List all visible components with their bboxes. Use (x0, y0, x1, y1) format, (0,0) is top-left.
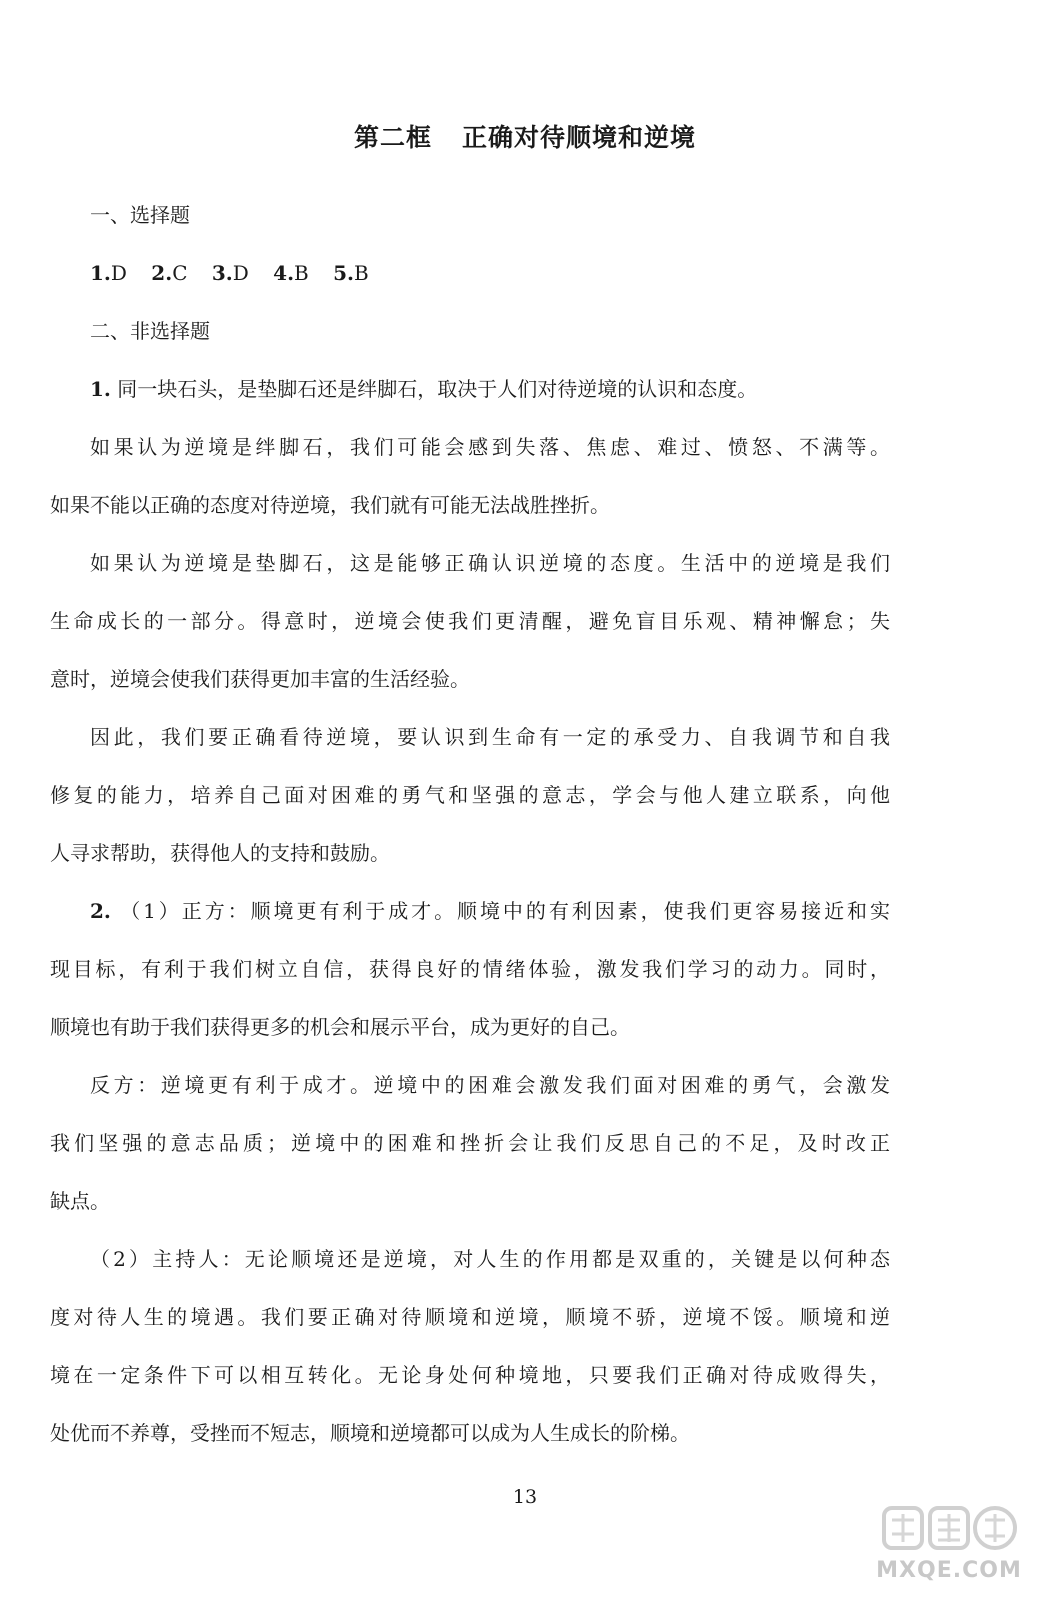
q2-line-1: 2. （1）正方：顺境更有利于成才。顺境中的有利因素，使我们更容易接近和实 (90, 899, 891, 923)
answer-item: 2.C (151, 261, 188, 285)
q2-line-3: 顺境也有助于我们获得更多的机会和展示平台，成为更好的自己。 (50, 1015, 630, 1039)
p5-line-1: （2）主持人：无论顺境还是逆境，对人生的作用都是双重的，关键是以何种态 (90, 1247, 890, 1271)
p2-line-1: 如果认为逆境是垫脚石，这是能够正确认识逆境的态度。生活中的逆境是我们 (90, 551, 890, 575)
answer-item: 5.B (333, 261, 369, 285)
page-title (0, 120, 1050, 156)
p5-line-2: 度对待人生的境遇。我们要正确对待顺境和逆境，顺境不骄，逆境不馁。顺境和逆 (50, 1305, 890, 1329)
p1-line-1: 如果认为逆境是绊脚石，我们可能会感到失落、焦虑、难过、愤怒、不满等。 (90, 435, 890, 459)
p1-line-2: 如果不能以正确的态度对待逆境，我们就有可能无法战胜挫折。 (50, 493, 610, 517)
p4-line-2: 我们坚强的意志品质；逆境中的困难和挫折会让我们反思自己的不足，及时改正 (50, 1131, 890, 1155)
p5-line-3: 境在一定条件下可以相互转化。无论身处何种境地，只要我们正确对待成败得失， (50, 1363, 890, 1387)
watermark-logo (874, 1500, 1024, 1590)
watermark-text: MXQE.COM (876, 1558, 1022, 1583)
p5-line-4: 处优而不养尊，受挫而不短志，顺境和逆境都可以成为人生成长的阶梯。 (50, 1421, 690, 1445)
q1-line-1: 1. 同一块石头，是垫脚石还是绊脚石，取决于人们对待逆境的认识和态度。 (90, 377, 758, 401)
content-body (50, 186, 891, 1462)
q2-line-2: 现目标，有利于我们树立自信，获得良好的情绪体验，激发我们学习的动力。同时， (50, 957, 890, 981)
watermark-icon (874, 1500, 1024, 1560)
choice-section-heading: 一、选择题 (90, 203, 190, 227)
title-text: 正确对待顺境和逆境 (462, 123, 697, 152)
p3-line-3: 人寻求帮助，获得他人的支持和鼓励。 (50, 841, 390, 865)
p2-line-2: 生命成长的一部分。得意时，逆境会使我们更清醒，避免盲目乐观、精神懈怠；失 (50, 609, 890, 633)
title-section-label: 第二框 (353, 123, 432, 152)
answer-item: 1.D (90, 261, 127, 285)
p4-line-1: 反方：逆境更有利于成才。逆境中的困难会激发我们面对困难的勇气，会激发 (90, 1073, 890, 1097)
page-number: 13 (512, 1486, 538, 1508)
answer-item: 3.D (211, 261, 249, 285)
question-number: 2. (90, 899, 111, 923)
p4-line-3: 缺点。 (50, 1189, 110, 1213)
p3-line-2: 修复的能力，培养自己面对困难的勇气和坚强的意志，学会与他人建立联系，向他 (50, 783, 890, 807)
choice-answers (90, 244, 890, 302)
question-number: 1. (90, 377, 111, 401)
p3-line-1: 因此，我们要正确看待逆境，要认识到生命有一定的承受力、自我调节和自我 (90, 725, 890, 749)
nonchoice-section-heading: 二、非选择题 (90, 319, 210, 343)
answer-item: 4.B (273, 261, 309, 285)
p2-line-3: 意时，逆境会使我们获得更加丰富的生活经验。 (50, 667, 470, 691)
